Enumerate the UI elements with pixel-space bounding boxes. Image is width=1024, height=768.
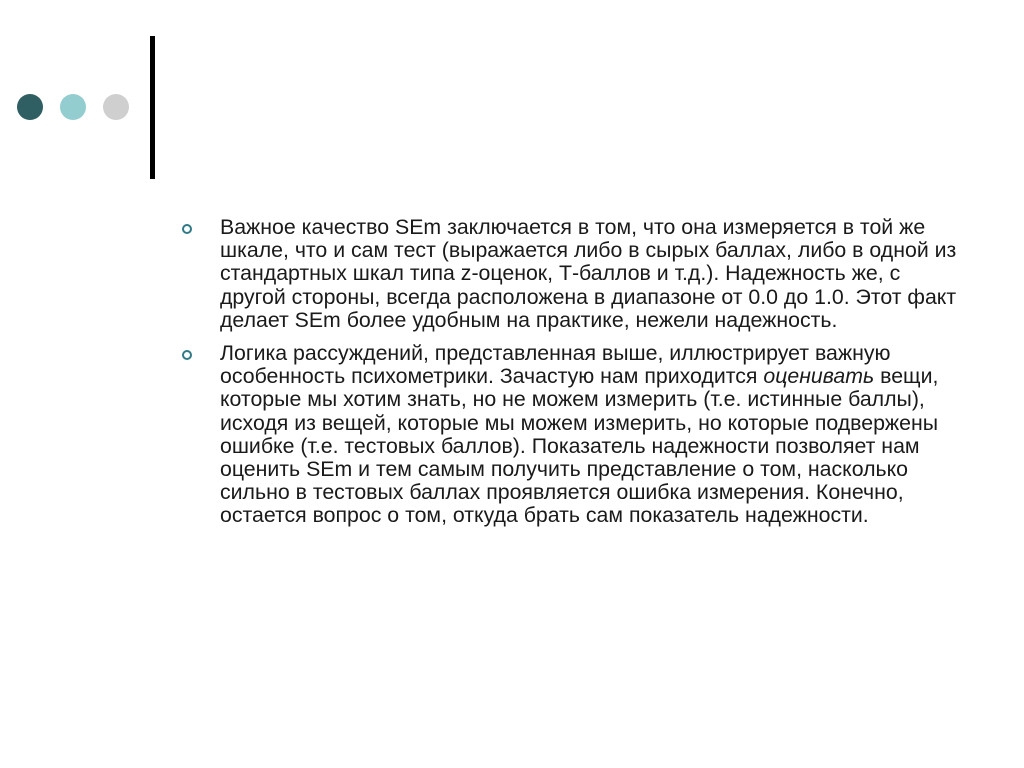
decorative-dot-gray: [103, 94, 129, 120]
bullet-text-after: вещи, которые мы хотим знать, но не можем измерить (т.е. истинные баллы), исходя из вещей, которые мы можем измерить, но которые подвержены ошибке (т.е. тестовых баллов). Показатель надежности позволяет нам оценить SEm и тем самым получить представление о том, насколько сильно в тестовых баллах проявляется ошибка измерения. Конечно, остается вопрос о том, откуда брать сам показатель надежности.: [220, 364, 939, 528]
decorative-dot-light: [60, 94, 86, 120]
bullet-item: [180, 216, 960, 332]
bullet-item: [180, 342, 960, 528]
decorative-dot-dark: [17, 94, 43, 120]
slide-body: [180, 216, 960, 538]
vertical-divider: [150, 36, 155, 179]
bullet-text: Важное качество SEm заключается в том, что она измеряется в той же шкале, что и сам тест (выражается либо в сырых баллах, либо в одной из стандартных шкал типа z-оценок, Т-баллов и т.д.). Надежность же, с другой стороны, всегда расположена в диапазоне от 0.0 до 1.0. Этот факт делает SEm более удобным на практике, нежели надежность.: [220, 215, 957, 332]
bullet-circle-icon: [182, 350, 192, 360]
bullet-text-before: Логика рассуждений, представленная выше, иллюстрирует важную особенность психометрики. Зачастую нам приходится: [220, 341, 891, 389]
bullet-circle-icon: [182, 224, 192, 234]
bullet-emphasis: оценивать: [763, 364, 875, 389]
